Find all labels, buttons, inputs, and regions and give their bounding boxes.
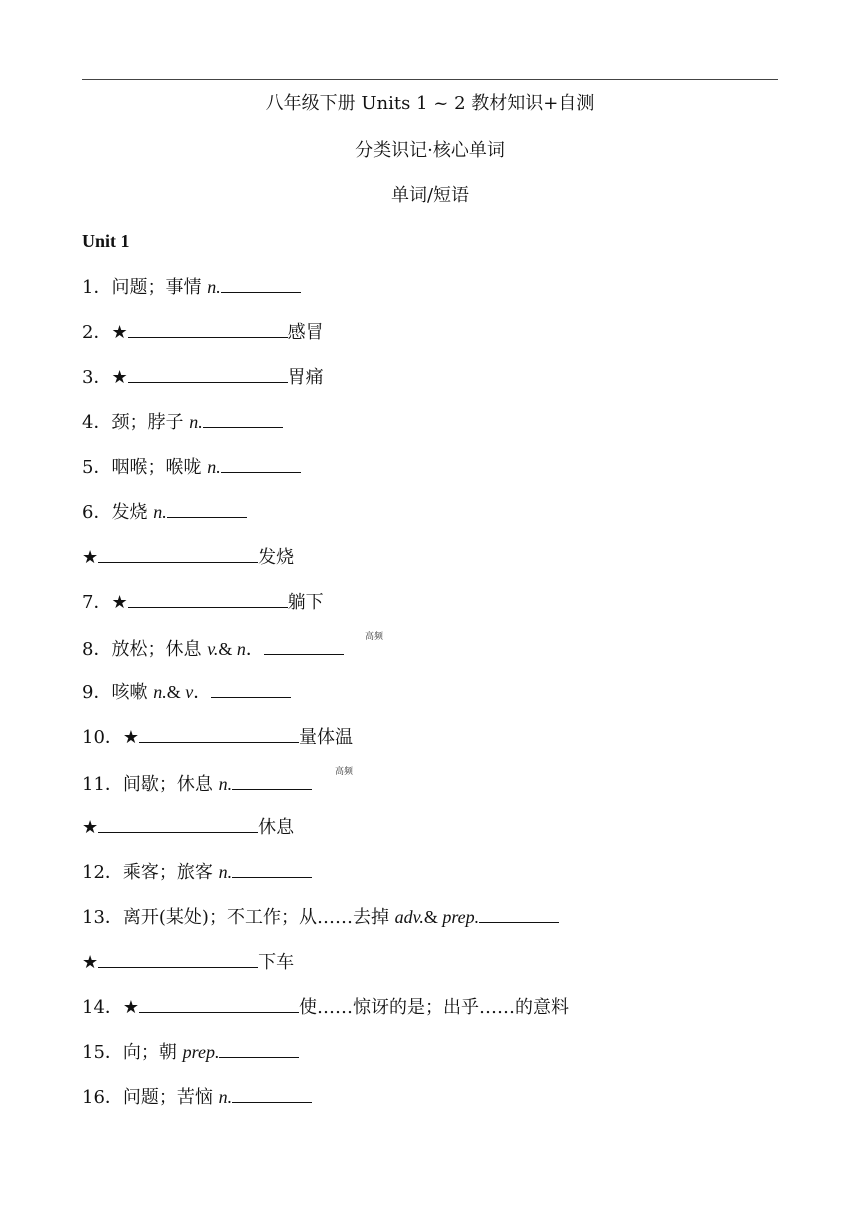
answer-blank[interactable] [479,904,559,923]
entry-number: 12． [82,862,123,883]
entry-meaning: 胃痛 [287,367,324,388]
entry-number: 7． [82,592,112,613]
answer-blank[interactable] [98,814,258,833]
entry-number: 10． [82,727,123,748]
star-icon: ★ [82,547,99,568]
answer-blank[interactable] [232,859,312,878]
part-of-speech: n. [207,277,221,297]
section-subtitle: 分类识记·核心单词 [355,140,505,161]
star-icon: ★ [111,367,128,388]
entry-14 [82,994,569,1020]
part-of-speech: n. [189,412,203,432]
separator: ． [193,682,212,703]
entry-6-phrase [82,544,294,570]
entry-meaning: 放松；休息 [111,639,208,660]
header-rule [82,79,778,80]
star-icon: ★ [82,952,99,973]
part-of-speech-2: n [236,639,246,659]
entry-15 [82,1039,299,1065]
entry-meaning: 离开(某处)；不工作；从……去掉 [122,907,395,928]
part-of-speech: n. [218,862,233,882]
entry-meaning: 感冒 [287,322,324,343]
answer-blank[interactable] [232,771,312,790]
part-of-speech: adv. [394,907,424,927]
entry-meaning: 量体温 [299,727,354,748]
entry-meaning: 躺下 [287,592,324,613]
entry-5 [82,454,301,480]
entry-8 [82,636,344,662]
entry-2 [82,319,324,345]
entry-4 [82,409,283,435]
entry-meaning: 向；朝 [122,1042,183,1063]
answer-blank[interactable] [211,679,291,698]
entry-number: 15． [82,1042,123,1063]
ampersand: & [166,682,186,702]
answer-blank[interactable] [203,409,283,428]
answer-blank[interactable] [139,994,299,1013]
answer-blank[interactable] [139,724,299,743]
answer-blank[interactable] [98,949,258,968]
entry-number: 6． [82,502,112,523]
answer-blank[interactable] [167,499,247,518]
answer-blank[interactable] [221,274,301,293]
star-icon: ★ [82,817,99,838]
frequency-tag: 高频 [335,767,354,777]
entry-meaning: 间歇；休息 [122,774,219,795]
entry-meaning: 咽喉；喉咙 [111,457,208,478]
entry-number: 8． [82,639,112,660]
answer-blank[interactable] [232,1084,312,1103]
answer-blank[interactable] [128,319,288,338]
entry-number: 3． [82,367,112,388]
entry-9 [82,679,291,705]
answer-blank[interactable] [221,454,301,473]
part-of-speech: n. [153,502,167,522]
entry-12 [82,859,312,885]
entry-meaning: 休息 [258,817,295,838]
entry-meaning: 问题；事情 [111,277,208,298]
document-title: 八年级下册 Units 1 ~ 2 教材知识+自测 [265,93,595,114]
star-icon: ★ [111,322,128,343]
entry-meaning: 发烧 [111,502,154,523]
answer-blank[interactable] [264,636,344,655]
part-of-speech: v. [207,639,219,659]
entry-number: 5． [82,457,112,478]
entry-number: 11． [82,774,123,795]
entry-meaning: 颈；脖子 [111,412,190,433]
entry-6 [82,499,247,525]
part-of-speech: n. [153,682,167,702]
ampersand: & [218,639,237,659]
ampersand: & [423,907,443,927]
part-of-speech: prep. [182,1042,220,1062]
separator: ． [245,639,264,660]
entry-number: 2． [82,322,112,343]
entry-number: 16． [82,1087,123,1108]
entry-meaning: 咳嗽 [111,682,154,703]
part-of-speech-2: prep. [442,907,480,927]
part-of-speech-2: v [185,682,194,702]
entry-16 [82,1084,312,1110]
entry-13 [82,904,559,930]
entry-meaning: 乘客；旅客 [122,862,219,883]
entry-number: 9． [82,682,112,703]
entry-11-phrase [82,814,294,840]
entry-11 [82,771,312,797]
star-icon: ★ [122,727,140,748]
entry-number: 14． [82,997,123,1018]
answer-blank[interactable] [128,364,288,383]
answer-blank[interactable] [219,1039,299,1058]
entry-1 [82,274,301,300]
entry-meaning: 下车 [258,952,295,973]
frequency-tag: 高频 [365,632,384,642]
entry-10 [82,724,353,750]
answer-blank[interactable] [98,544,258,563]
entry-number: 4． [82,412,112,433]
section-subheading: 单词/短语 [390,185,470,206]
part-of-speech: n. [218,1087,233,1107]
entry-7 [82,589,324,615]
part-of-speech: n. [207,457,221,477]
unit-heading: Unit 1 [82,231,130,251]
entry-meaning: 问题；苦恼 [122,1087,219,1108]
entry-3 [82,364,324,390]
entry-meaning: 发烧 [258,547,295,568]
star-icon: ★ [111,592,128,613]
part-of-speech: n. [218,774,233,794]
answer-blank[interactable] [128,589,288,608]
entry-meaning: 使……惊讶的是；出乎……的意料 [299,997,570,1018]
entry-number: 1． [82,277,112,298]
entry-13-phrase [82,949,294,975]
star-icon: ★ [122,997,140,1018]
entry-number: 13． [82,907,123,928]
